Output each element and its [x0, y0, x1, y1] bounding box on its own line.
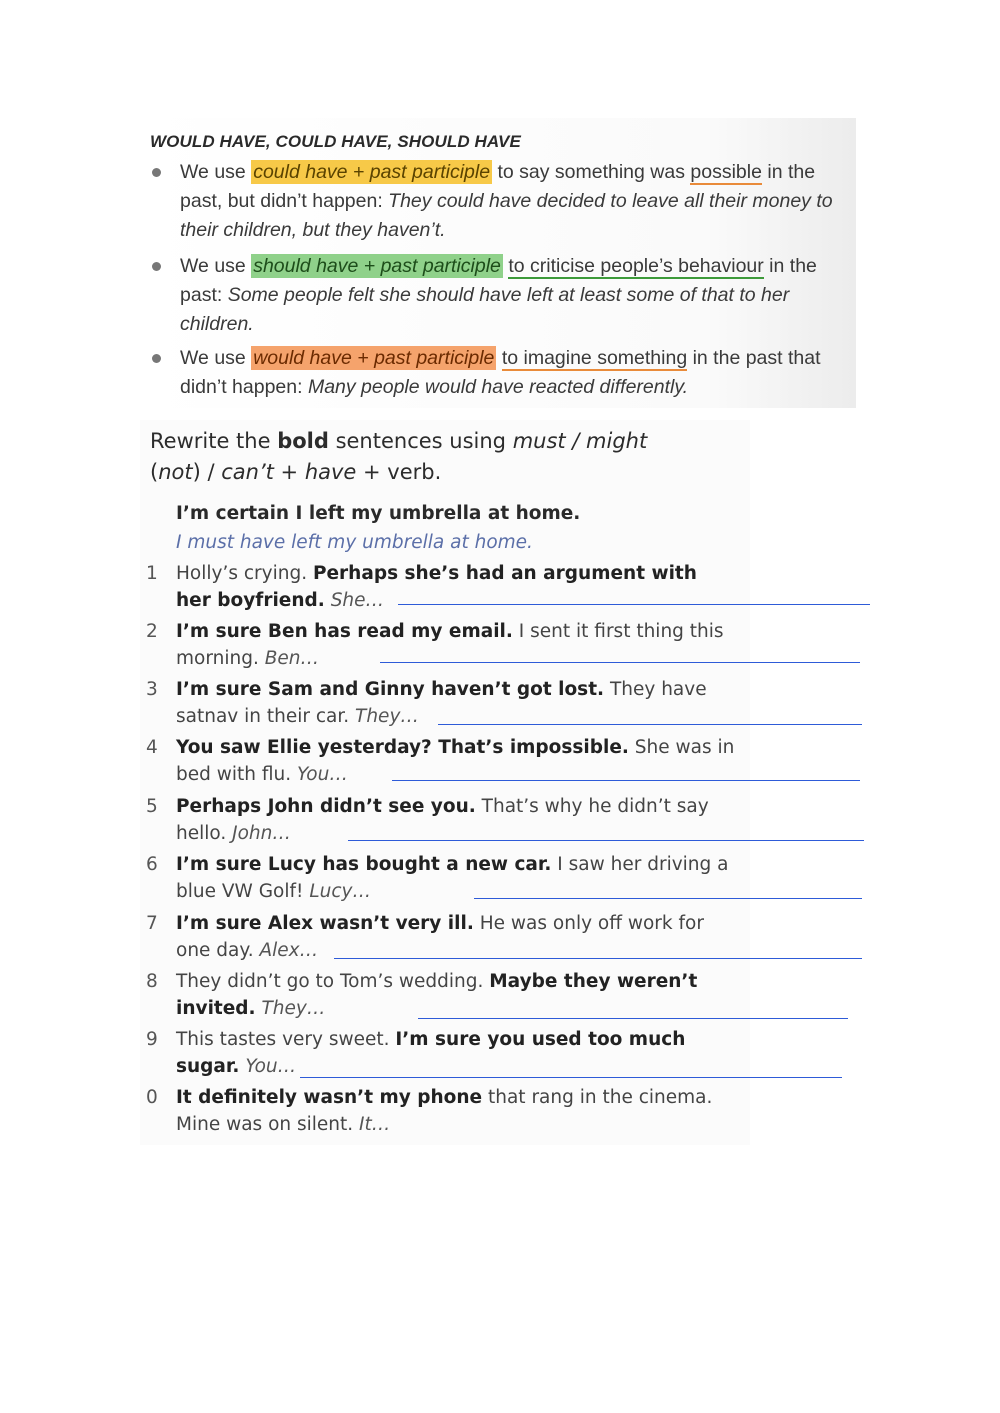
exercise-item-5 [146, 793, 866, 847]
underline-possible: possible [690, 161, 762, 183]
exercise-item-6 [146, 851, 866, 905]
item-text: I’m sure Ben has read my email. I sent it first thing this morning. Ben… [176, 621, 724, 669]
example-question: I’m certain I left my umbrella at home. [176, 503, 581, 524]
highlight-would-have: would have + past participle [253, 347, 495, 369]
item-number: 6 [146, 854, 158, 875]
answer-line-7[interactable] [334, 958, 862, 959]
bullet-dot-icon [152, 168, 161, 177]
item-text: This tastes very sweet. I’m sure you used too much sugar. You… [176, 1029, 686, 1077]
exercise-item-1 [146, 560, 866, 614]
answer-line-3[interactable] [438, 724, 862, 725]
underline-criticise: to criticise people’s behaviour [508, 255, 764, 277]
grammar-example: Some people felt she should have left at least some of that to her children. [180, 284, 790, 335]
answer-line-5[interactable] [348, 840, 864, 841]
example-answer: I must have left my umbrella at home. [176, 532, 533, 553]
grammar-example: Many people would have reacted differently. [307, 376, 689, 398]
highlight-should-have: should have + past participle [253, 255, 501, 277]
item-text: I’m sure Lucy has bought a new car. I saw her driving a blue VW Golf! Lucy… [176, 854, 729, 902]
item-number: 3 [146, 679, 158, 700]
item-text: I’m sure Alex wasn’t very ill. He was only off work for one day. Alex… [176, 913, 704, 961]
grammar-bullet-should [152, 252, 842, 339]
item-number: 5 [146, 796, 158, 817]
grammar-bullet-would [152, 344, 842, 402]
exercise-section [140, 420, 750, 1145]
answer-line-4[interactable] [392, 780, 860, 781]
exercise-item-0 [146, 1084, 866, 1138]
item-text: It definitely wasn’t my phone that rang in the cinema. Mine was on silent. It… [176, 1087, 713, 1135]
grammar-bullet-could [152, 158, 842, 245]
item-number: 9 [146, 1029, 158, 1050]
underline-imagine: to imagine something [501, 347, 688, 369]
grammar-title: WOULD HAVE, COULD HAVE, SHOULD HAVE [150, 132, 521, 151]
item-number: 7 [146, 913, 158, 934]
exercise-instruction: Rewrite the bold sentences using must / might (not) / can’t + have + verb. [150, 429, 648, 484]
item-text: They didn’t go to Tom’s wedding. Maybe they weren’t invited. They… [176, 971, 698, 1019]
answer-line-1[interactable] [398, 604, 870, 605]
worked-example [176, 500, 756, 559]
bullet-text: We use could have + past participle to say something was possible in the past, but didn’t happen: They could have decided to leave all their money to their children, but they haven’t. [180, 161, 833, 241]
bullet-text: We use would have + past participle to imagine something in the past that didn’t happen: Many people would have reacted differently. [180, 347, 821, 398]
item-text: I’m sure Sam and Ginny haven’t got lost. They have satnav in their car. They… [176, 679, 707, 727]
answer-line-6[interactable] [474, 898, 862, 899]
item-text: You saw Ellie yesterday? That’s impossible. She was in bed with flu. You… [176, 737, 735, 785]
exercise-item-7 [146, 910, 866, 964]
item-number: 8 [146, 971, 158, 992]
exercise-item-8 [146, 968, 866, 1022]
grammar-example: They could have decided to leave all their money to their children, but they haven’t. [180, 190, 833, 241]
item-number: 2 [146, 621, 158, 642]
exercise-item-2 [146, 618, 866, 672]
item-number: 4 [146, 737, 158, 758]
item-number: 1 [146, 563, 158, 584]
grammar-box [140, 118, 856, 408]
exercise-item-9 [146, 1026, 866, 1080]
bullet-dot-icon [152, 354, 161, 363]
answer-line-8[interactable] [418, 1018, 848, 1019]
bullet-dot-icon [152, 262, 161, 271]
item-text: Holly’s crying. Perhaps she’s had an argument with her boyfriend. She… [176, 563, 697, 611]
highlight-could-have: could have + past participle [253, 161, 491, 183]
answer-line-2[interactable] [380, 662, 860, 663]
exercise-item-3 [146, 676, 866, 730]
item-text: Perhaps John didn’t see you. That’s why he didn’t say hello. John… [176, 796, 709, 844]
bullet-text: We use should have + past participle to criticise people’s behaviour in the past: Some people felt she should have left at least some of that to her children. [180, 255, 817, 335]
item-number: 0 [146, 1087, 158, 1108]
answer-line-9[interactable] [300, 1077, 842, 1078]
